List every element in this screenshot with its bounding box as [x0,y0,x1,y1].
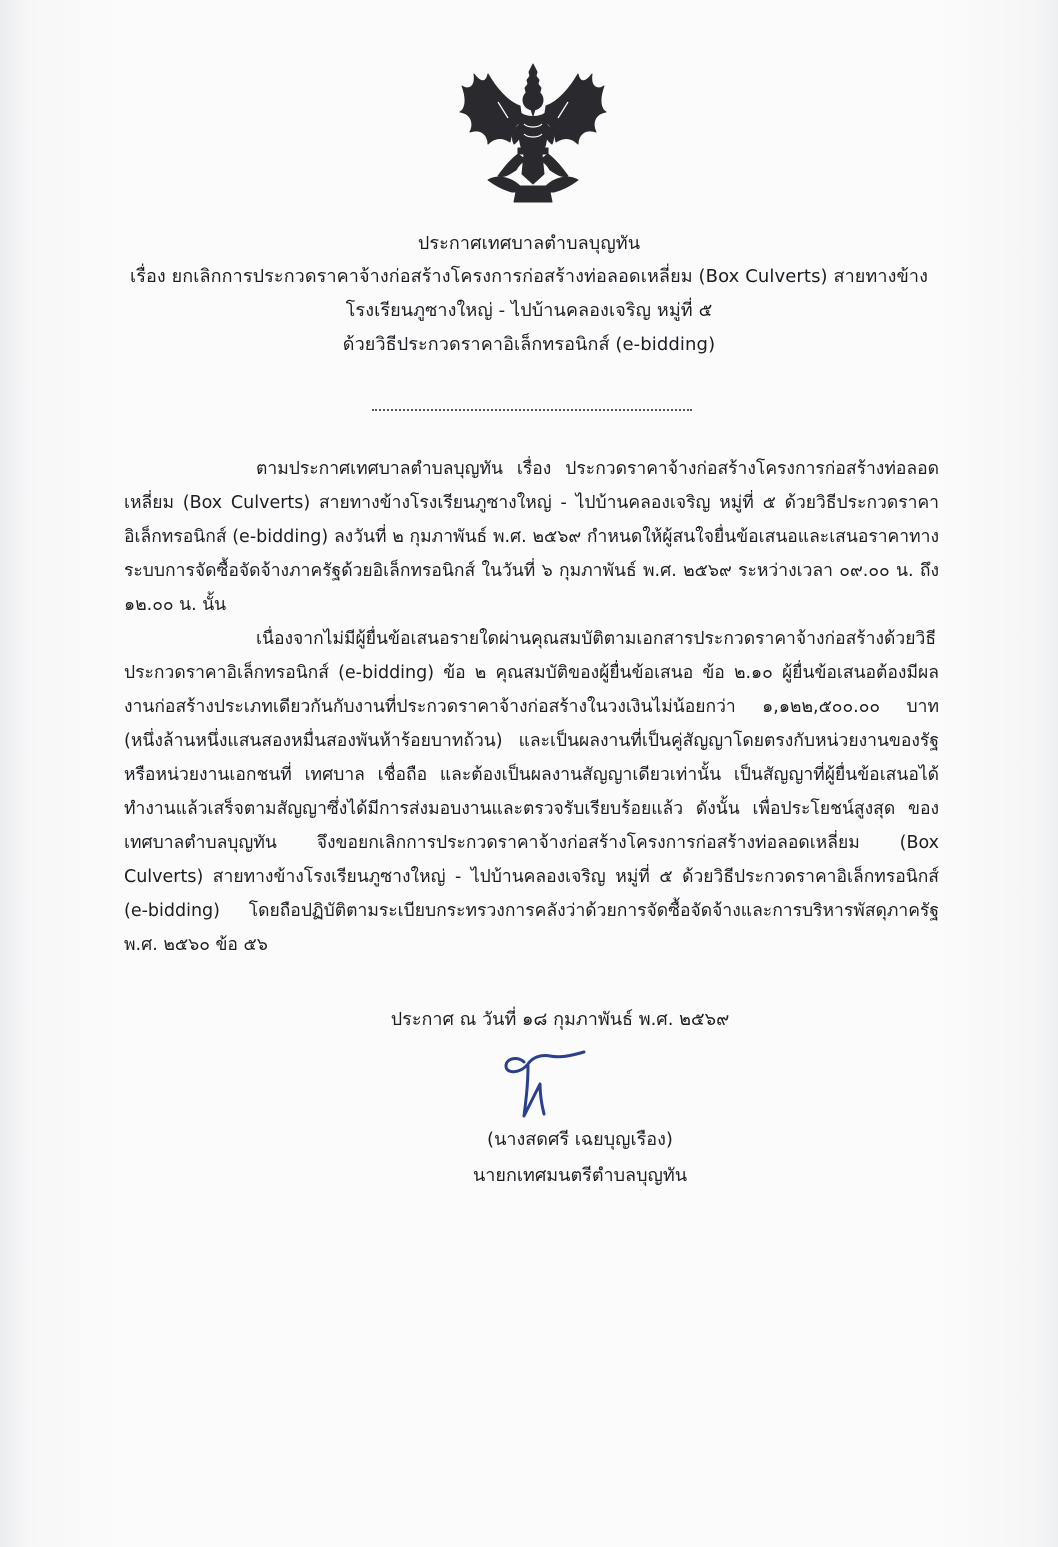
announcement-subject-line-1: เรื่อง ยกเลิกการประกวดราคาจ้างก่อสร้างโครงการก่อสร้างท่อลอดเหลี่ยม (Box Culverts) สายทางข้าง [129,266,928,287]
signer-name: (นางสดศรี เฉยบุญเรือง) [487,1129,673,1150]
announcement-subject-line-2: โรงเรียนภูซางใหญ่ - ไปบ้านคลองเจริญ หมู่ที่ ๕ [345,300,713,321]
body-paragraph-2: เนื่องจากไม่มีผู้ยื่นข้อเสนอรายใดผ่านคุณสมบัติตามเอกสารประกวดราคาจ้างก่อสร้างด้วยวิธีประกวดราคาอิเล็กทรอนิกส์ (e-bidding) ข้อ ๒ คุณสมบัติของผู้ยื่นข้อเสนอ ข้อ ๒.๑๐ ผู้ยื่นข้อเสนอต้องมีผลงานก่อสร้างประเภทเดียวกันกับงานที่ประกวดราคาจ้างก่อสร้างในวงเงินไม่น้อยกว่า ๑,๑๒๒,๕๐๐.๐๐ บาท (หนึ่งล้านหนึ่งแสนสองหมื่นสองพันห้าร้อยบาทถ้วน) และเป็นผลงานที่เป็นคู่สัญญาโดยตรงกับหน่วยงานของรัฐ หรือหน่วยงานเอกชนที่ เทศบาล เชื่อถือ และต้องเป็นผลงานสัญญาเดียวเท่านั้น เป็นสัญญาที่ผู้ยื่นข้อเสนอได้ทำงานแล้วเสร็จตามสัญญาซึ่งได้มีการส่งมอบงานและตรวจรับเรียบร้อยแล้ว ดังนั้น เพื่อประโยชน์สูงสุด ของเทศบาลตำบลบุญทัน จึงขอยกเลิกการประกวดราคาจ้างก่อสร้างโครงการก่อสร้างท่อลอดเหลี่ยม (Box Culverts) สายทางข้างโรงเรียนภูซางใหญ่ - ไปบ้านคลองเจริญ หมู่ที่ ๕ ด้วยวิธีประกวดราคาอิเล็กทรอนิกส์ (e-bidding) โดยถือปฏิบัติตามระเบียบกระทรวงการคลังว่าด้วยการจัดซื้อจัดจ้างและการบริหารพัสดุภาครัฐ พ.ศ. ๒๕๖๐ ข้อ ๕๖ [124,629,939,955]
handwritten-signature-icon [494,1044,594,1124]
announcement-subject-line-3: ด้วยวิธีประกวดราคาอิเล็กทรอนิกส์ (e-bidding) [342,334,716,355]
dotted-separator [372,409,692,411]
body-paragraph-1: ตามประกาศเทศบาลตำบลบุญทัน เรื่อง ประกวดราคาจ้างก่อสร้างโครงการก่อสร้างท่อลอดเหลี่ยม (Box Culverts) สายทางข้างโรงเรียนภูซางใหญ่ - ไปบ้านคลองเจริญ หมู่ที่ ๕ ด้วยวิธีประกวดราคาอิเล็กทรอนิกส์ (e-bidding) ลงวันที่ ๒ กุมภาพันธ์ พ.ศ. ๒๕๖๙ กำหนดให้ผู้สนใจยื่นข้อเสนอและเสนอราคาทางระบบการจัดซื้อจัดจ้างภาครัฐด้วยอิเล็กทรอนิกส์ ในวันที่ ๖ กุมภาพันธ์ พ.ศ. ๒๕๖๙ ระหว่างเวลา ๐๙.๐๐ น. ถึง ๑๒.๐๐ น. นั้น [124,459,939,615]
announcement-date: ประกาศ ณ วันที่ ๑๘ กุมภาพันธ์ พ.ศ. ๒๕๖๙ [390,1009,730,1030]
announcement-issuer: ประกาศเทศบาลตำบลบุญทัน [417,233,641,254]
signer-title: นายกเทศมนตรีตำบลบุญทัน [472,1165,687,1186]
garuda-emblem-icon [458,62,608,204]
